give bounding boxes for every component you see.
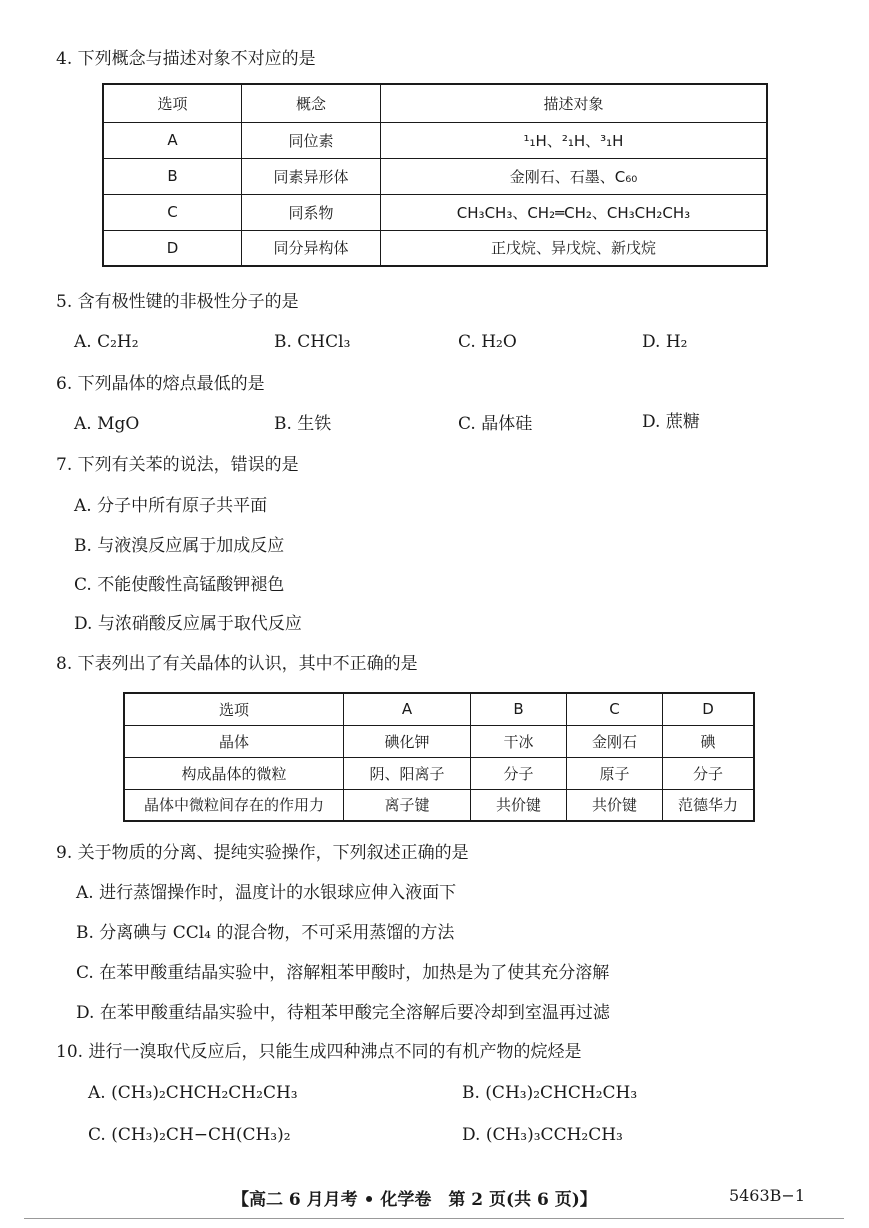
q10-stem: 10. 进行一溴取代反应后，只能生成四种沸点不同的有机产物的烷烃是 <box>56 1042 582 1062</box>
table-cell: 范德华力 <box>663 789 755 821</box>
table-cell: A <box>344 693 471 725</box>
table-cell: B <box>471 693 567 725</box>
q5-option-a: A. C₂H₂ <box>74 332 139 352</box>
q9-option-c: C. 在苯甲酸重结晶实验中，溶解粗苯甲酸时，加热是为了使其充分溶解 <box>76 963 610 983</box>
q6-stem: 6. 下列晶体的熔点最低的是 <box>56 374 265 394</box>
paper-code: 5463B−1 <box>728 1186 805 1205</box>
q10-option-d: D. (CH₃)₃CCH₂CH₃ <box>462 1125 623 1145</box>
q10-option-c: C. (CH₃)₂CH−CH(CH₃)₂ <box>88 1125 291 1145</box>
table-row <box>103 194 767 230</box>
table-cell: 离子键 <box>344 789 471 821</box>
table-cell: B <box>103 158 242 194</box>
table-row <box>124 693 754 725</box>
table-header: 概念 <box>242 84 381 122</box>
q5-stem: 5. 含有极性键的非极性分子的是 <box>56 292 299 312</box>
table-row <box>124 725 754 757</box>
q7-option-d: D. 与浓硝酸反应属于取代反应 <box>74 614 302 634</box>
table-cell: 晶体 <box>124 725 344 757</box>
q6-option-d: D. 蔗糖 <box>642 412 700 432</box>
q5-option-d: D. H₂ <box>642 332 688 352</box>
table-cell: 阴、阳离子 <box>344 757 471 789</box>
q7-option-a: A. 分子中所有原子共平面 <box>74 496 268 516</box>
q6-option-c: C. 晶体硅 <box>458 414 533 434</box>
q10-option-b: B. (CH₃)₂CHCH₂CH₃ <box>462 1083 638 1103</box>
table-cell: 共价键 <box>567 789 663 821</box>
table-cell: 金刚石、石墨、C₆₀ <box>381 158 768 194</box>
table-row <box>124 789 754 821</box>
q10-option-a: A. (CH₃)₂CHCH₂CH₂CH₃ <box>88 1083 298 1103</box>
q4-table <box>102 83 768 267</box>
table-cell: CH₃CH₃、CH₂═CH₂、CH₃CH₂CH₃ <box>381 194 768 230</box>
table-cell: 晶体中微粒间存在的作用力 <box>124 789 344 821</box>
table-row <box>103 230 767 266</box>
table-cell: 碘 <box>663 725 755 757</box>
table-cell: 同分异构体 <box>242 230 381 266</box>
table-cell: C <box>103 194 242 230</box>
table-row <box>103 158 767 194</box>
table-cell: A <box>103 122 242 158</box>
q7-option-c: C. 不能使酸性高锰酸钾褪色 <box>74 575 285 595</box>
table-header: 描述对象 <box>381 84 768 122</box>
table-cell: 干冰 <box>471 725 567 757</box>
table-row <box>124 757 754 789</box>
table-cell: ¹₁H、²₁H、³₁H <box>381 122 768 158</box>
q6-option-a: A. MgO <box>74 414 140 434</box>
table-cell: 同系物 <box>242 194 381 230</box>
table-header: 选项 <box>103 84 242 122</box>
table-cell: C <box>567 693 663 725</box>
table-row <box>103 84 767 122</box>
q9-stem: 9. 关于物质的分离、提纯实验操作，下列叙述正确的是 <box>56 843 469 863</box>
q9-option-d: D. 在苯甲酸重结晶实验中，待粗苯甲酸完全溶解后要冷却到室温再过滤 <box>76 1003 610 1023</box>
table-cell: 碘化钾 <box>344 725 471 757</box>
q9-option-b: B. 分离碘与 CCl₄ 的混合物，不可采用蒸馏的方法 <box>76 923 455 943</box>
table-cell: 同位素 <box>242 122 381 158</box>
table-cell: 构成晶体的微粒 <box>124 757 344 789</box>
table-cell: 共价键 <box>471 789 567 821</box>
table-cell: 分子 <box>471 757 567 789</box>
q7-option-b: B. 与液溴反应属于加成反应 <box>74 536 285 556</box>
table-cell: 分子 <box>663 757 755 789</box>
table-row <box>103 122 767 158</box>
table-cell: 同素异形体 <box>242 158 381 194</box>
table-cell: D <box>663 693 755 725</box>
q5-option-b: B. CHCl₃ <box>274 332 351 352</box>
q6-option-b: B. 生铁 <box>274 414 332 434</box>
table-cell: 金刚石 <box>567 725 663 757</box>
table-cell: 正戊烷、异戊烷、新戊烷 <box>381 230 768 266</box>
q8-stem: 8. 下表列出了有关晶体的认识，其中不正确的是 <box>56 654 418 674</box>
q7-stem: 7. 下列有关苯的说法，错误的是 <box>56 455 299 475</box>
page-footer-title: 【高二 6 月月考 • 化学卷 第 2 页(共 6 页)】 <box>232 1190 597 1210</box>
table-cell: D <box>103 230 242 266</box>
table-cell: 选项 <box>124 693 344 725</box>
page-bottom-divider <box>24 1218 844 1219</box>
q4-stem: 4. 下列概念与描述对象不对应的是 <box>56 49 316 69</box>
q8-table <box>123 692 755 822</box>
q5-option-c: C. H₂O <box>458 332 517 352</box>
table-cell: 原子 <box>567 757 663 789</box>
q9-option-a: A. 进行蒸馏操作时，温度计的水银球应伸入液面下 <box>76 883 457 903</box>
